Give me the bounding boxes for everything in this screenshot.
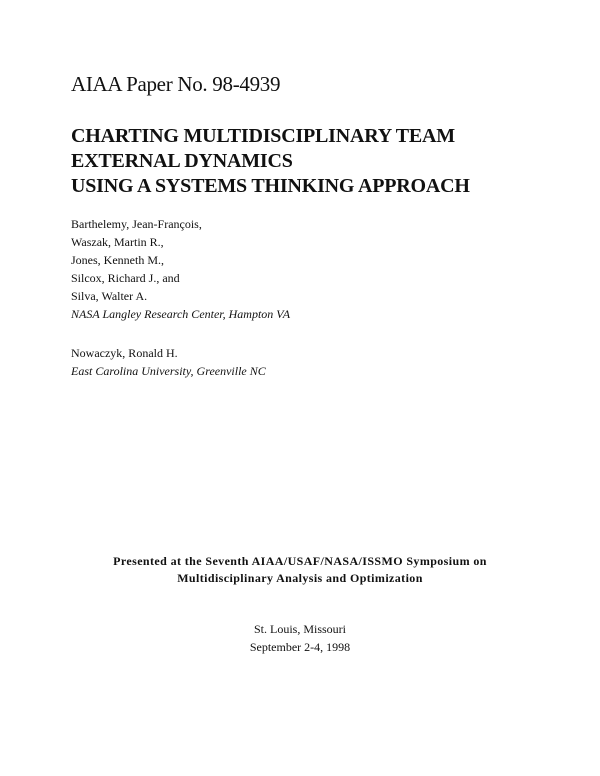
paper-number: AIAA Paper No. 98-4939	[71, 72, 281, 96]
presented-at	[0, 553, 600, 587]
author-group-nasa	[71, 215, 290, 323]
title-line: EXTERNAL DYNAMICS	[71, 150, 293, 172]
author-name: Silcox, Richard J., and	[71, 271, 180, 285]
presented-line: Multidisciplinary Analysis and Optimization	[177, 571, 423, 585]
title-line: CHARTING MULTIDISCIPLINARY TEAM	[71, 125, 455, 147]
presented-line: Presented at the Seventh AIAA/USAF/NASA/ISSMO Symposium on	[113, 554, 487, 568]
venue-block	[0, 620, 600, 656]
author-affiliation: NASA Langley Research Center, Hampton VA	[71, 307, 291, 321]
venue-date: September 2-4, 1998	[249, 640, 351, 654]
paper-title	[71, 124, 470, 199]
author-name: Silva, Walter A.	[71, 289, 148, 303]
author-name: Barthelemy, Jean-François,	[71, 217, 202, 231]
author-name: Nowaczyk, Ronald H.	[71, 346, 178, 360]
venue-location: St. Louis, Missouri	[253, 622, 346, 636]
author-name: Jones, Kenneth M.,	[71, 253, 164, 267]
author-affiliation: East Carolina University, Greenville NC	[71, 364, 266, 378]
author-name: Waszak, Martin R.,	[71, 235, 164, 249]
author-group-ecu	[71, 344, 266, 380]
title-line: USING A SYSTEMS THINKING APPROACH	[71, 175, 470, 197]
